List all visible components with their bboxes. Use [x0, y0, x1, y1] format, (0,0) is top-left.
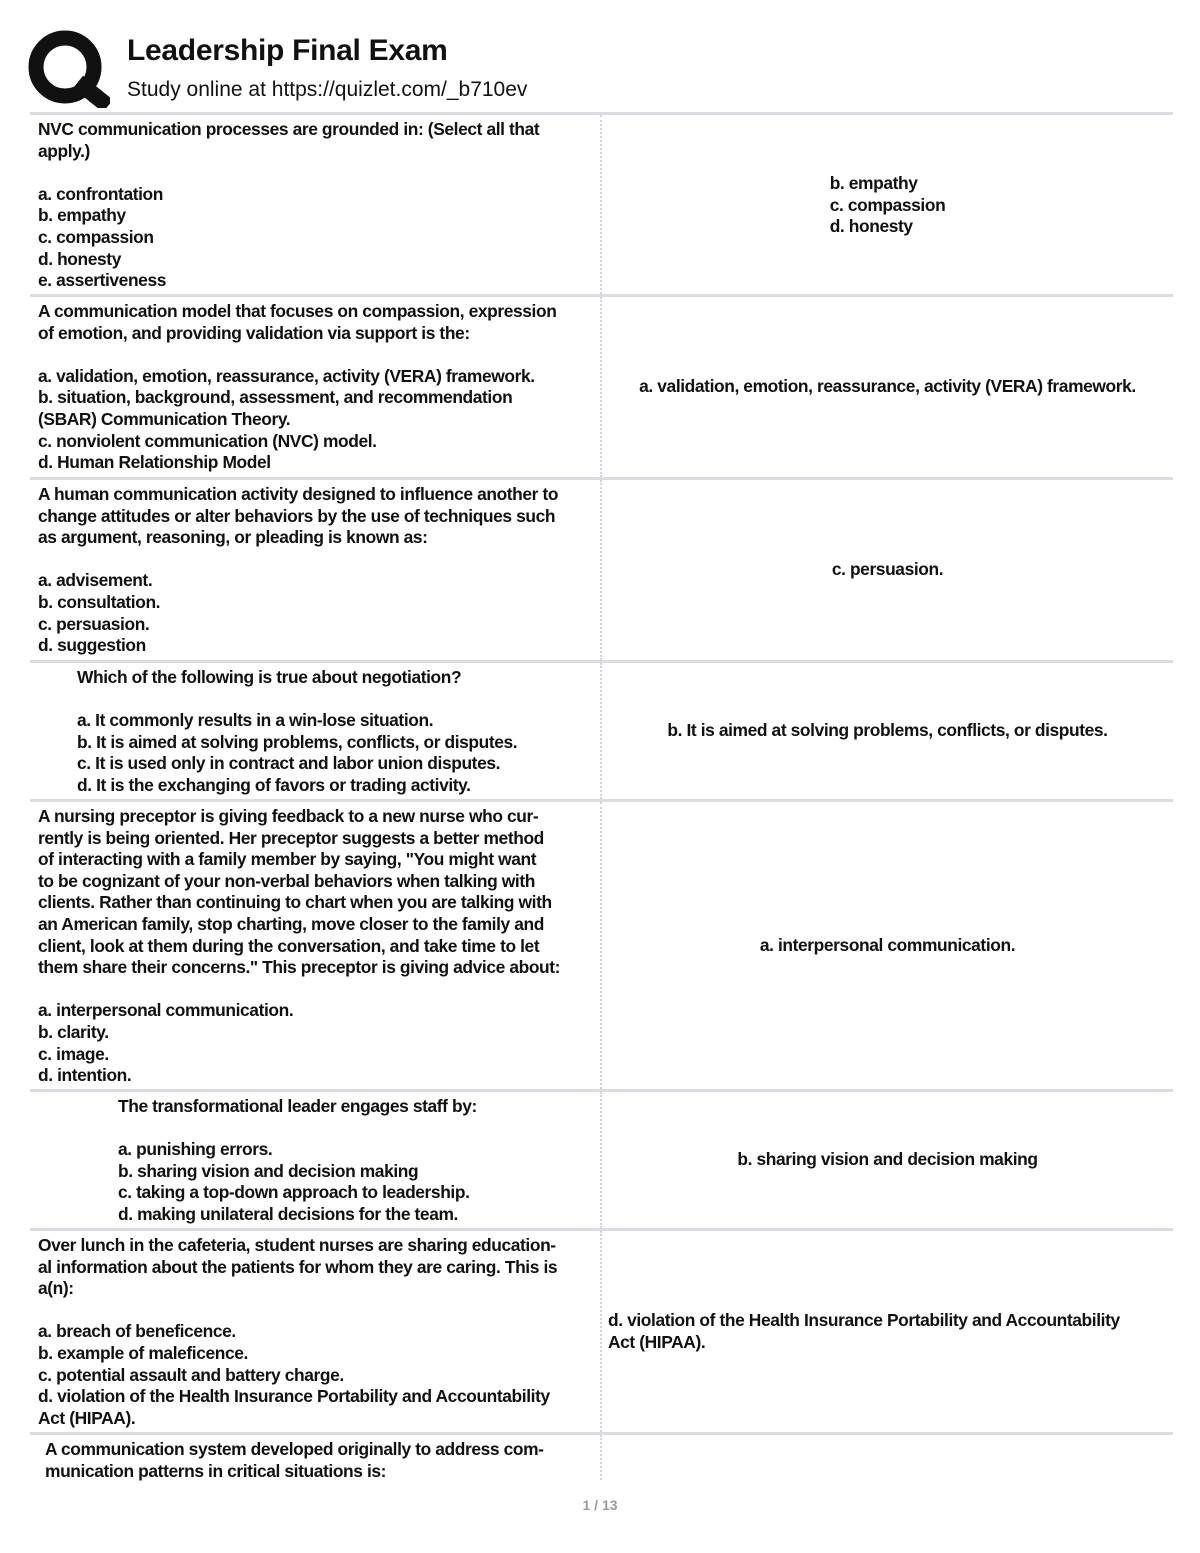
card-definition-text: a. validation, emotion, reassurance, activity (VERA) framework. — [639, 376, 1136, 397]
card-term: A communication model that focuses on compassion, expression of emotion, and providing validation via support is the: a. validation, emotion, reassurance, activity (VERA) framework. b. situation, background, assessment, and recommendation (SBAR) Communication Theory. c. nonviolent communication (NVC) model. d. Human Relationship Model — [30, 297, 602, 477]
flashcard-row — [30, 799, 1173, 1089]
flashcard-row — [30, 660, 1173, 799]
card-definition-text: b. empathy c. compassion d. honesty — [829, 173, 946, 237]
card-term: Which of the following is true about negotiation? a. It commonly results in a win-lose situation. b. It is aimed at solving problems, conflicts, or disputes. c. It is used only in contract and labor union disputes. d. It is the exchanging of favors or trading activity. — [30, 663, 602, 799]
card-definition — [602, 297, 1173, 477]
card-definition-text: b. It is aimed at solving problems, conflicts, or disputes. — [667, 720, 1108, 741]
card-term: The transformational leader engages staff by: a. punishing errors. b. sharing vision and decision making c. taking a top-down approach to leadership. d. making unilateral decisions for the team. — [30, 1092, 602, 1228]
card-term: A communication system developed originally to address com- munication patterns in critical situations is: — [30, 1435, 602, 1480]
card-definition-text: c. persuasion. — [831, 559, 944, 580]
card-definition-text: d. violation of the Health Insurance Portability and Accountability Act (HIPAA). — [608, 1309, 1120, 1352]
card-definition-text: b. sharing vision and decision making — [737, 1149, 1038, 1170]
card-definition-text: a. interpersonal communication. — [759, 934, 1016, 955]
card-definition — [602, 115, 1173, 294]
flashcard-list — [30, 112, 1173, 1480]
flashcard-row — [30, 1228, 1173, 1432]
quizlet-q-logo-icon — [28, 30, 110, 108]
flashcard-row — [30, 1432, 1173, 1480]
study-online-link[interactable]: Study online at https://quizlet.com/_b710ev — [127, 78, 528, 101]
page-title: Leadership Final Exam — [127, 34, 448, 67]
card-definition — [602, 802, 1173, 1089]
card-definition — [602, 1092, 1173, 1228]
flashcard-row — [30, 477, 1173, 660]
card-term: Over lunch in the cafeteria, student nurses are sharing education- al information about the patients for whom they are caring. This is a(n): a. breach of beneficence. b. example of maleficence. c. potential assault and battery charge. d. violation of the Health Insurance Portability and Accountability Act (HIPAA). — [30, 1231, 602, 1432]
flashcard-row — [30, 1089, 1173, 1228]
card-definition — [602, 1231, 1173, 1432]
card-definition — [602, 1435, 1173, 1480]
flashcard-row — [30, 294, 1173, 477]
page-number: 1 / 13 — [582, 1497, 618, 1513]
flashcard-row — [30, 112, 1173, 294]
card-definition — [602, 480, 1173, 660]
card-term: A nursing preceptor is giving feedback to a new nurse who cur- rently is being oriented. Her preceptor suggests a better method of interacting with a family member by saying, "You might want to be cognizant of your non-verbal behaviors when talking with clients. Rather than continuing to chart when you are talking with an American family, stop charting, move closer to the family and client, look at them during the conversation, and take time to let them share their concerns." This preceptor is giving advice about: a. interpersonal communication. b. clarity. c. image. d. intention. — [30, 802, 602, 1089]
card-definition — [602, 663, 1173, 799]
card-term: NVC communication processes are grounded in: (Select all that apply.) a. confrontation b. empathy c. compassion d. honesty e. assertiveness — [30, 115, 602, 294]
card-term: A human communication activity designed to influence another to change attitudes or alter behaviors by the use of techniques such as argument, reasoning, or pleading is known as: a. advisement. b. consultation. c. persuasion. d. suggestion — [30, 480, 602, 660]
